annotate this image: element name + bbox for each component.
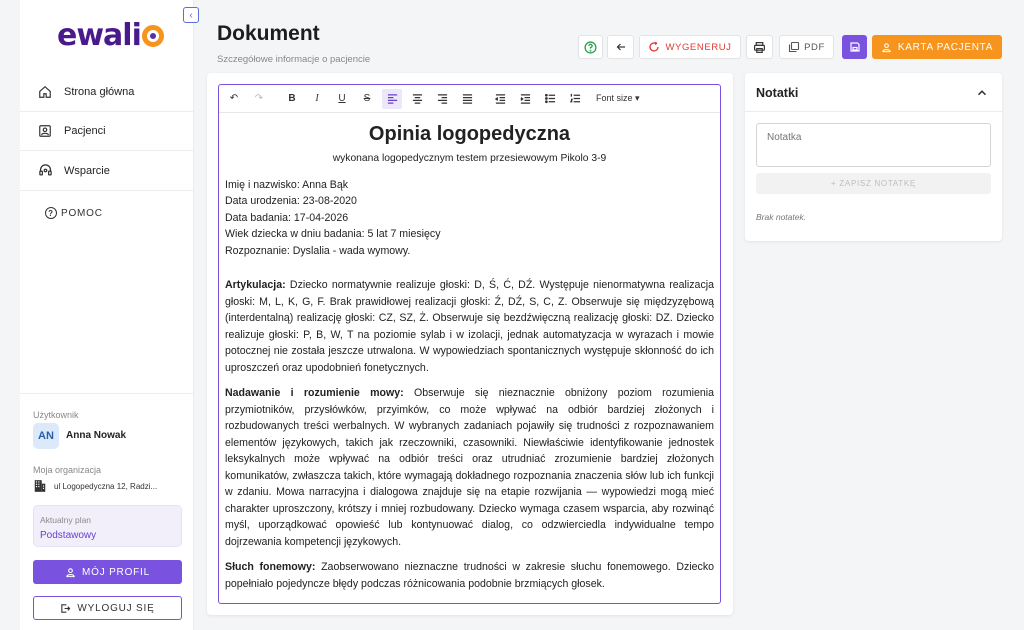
collapse-sidebar-button[interactable]	[183, 7, 199, 23]
person-icon	[65, 567, 76, 578]
meta-line: Rozpoznanie: Dyslalia - wada wymowy.	[225, 244, 411, 257]
patient-card-button[interactable]	[872, 35, 1002, 59]
indent-icon[interactable]	[515, 89, 535, 109]
my-profile-button[interactable]	[33, 560, 182, 584]
brand-logo[interactable]: ewali	[57, 18, 164, 53]
patient-card-label: KARTA PACJENTA	[897, 41, 994, 53]
strikethrough-icon[interactable]: S	[363, 93, 371, 104]
italic-icon[interactable]: I	[315, 93, 319, 104]
help-label: POMOC	[61, 207, 103, 219]
refresh-icon	[648, 41, 660, 53]
empty-notes-text: Brak notatek.	[756, 212, 807, 222]
home-icon	[37, 84, 53, 100]
help-icon: ?	[45, 207, 57, 219]
save-button[interactable]	[842, 35, 867, 59]
meta-line: Imię i nazwisko: Anna Bąk	[225, 178, 349, 191]
floppy-icon	[849, 41, 861, 53]
person-icon	[881, 42, 892, 53]
logout-label: WYLOGUJ SIĘ	[77, 602, 155, 614]
section-title: Nadawanie i rozumienie mowy:	[225, 387, 404, 400]
save-note-button[interactable]: + ZAPISZ NOTATKĘ	[756, 173, 991, 194]
notes-title: Notatki	[756, 86, 799, 100]
org-section-label: Moja organizacja	[33, 465, 102, 475]
sidebar	[20, 0, 194, 630]
editor-toolbar	[219, 85, 720, 113]
logout-icon	[60, 603, 71, 614]
regenerate-button[interactable]	[639, 35, 741, 59]
pdf-label: PDF	[804, 41, 825, 53]
align-right-icon[interactable]	[432, 89, 452, 109]
section-articulation	[225, 277, 714, 376]
pdf-icon	[788, 41, 800, 53]
help-circle-icon	[584, 41, 597, 54]
align-justify-icon[interactable]	[457, 89, 477, 109]
note-input[interactable]	[756, 123, 991, 167]
editor-content[interactable]	[219, 113, 720, 592]
support-icon	[37, 163, 53, 179]
divider	[745, 111, 1002, 112]
numbered-list-icon[interactable]	[565, 89, 585, 109]
sidebar-item-home[interactable]	[20, 72, 194, 112]
align-left-icon[interactable]	[382, 89, 402, 109]
print-button[interactable]	[746, 35, 773, 59]
chevron-up-icon[interactable]	[975, 86, 989, 100]
user-name: Anna Nowak	[66, 430, 127, 441]
notes-panel	[745, 73, 1002, 241]
plan-value: Podstawowy	[40, 530, 97, 541]
page-title: Dokument	[217, 22, 320, 45]
bullet-list-icon[interactable]	[540, 89, 560, 109]
arrow-left-icon	[615, 41, 627, 53]
pdf-button[interactable]	[779, 35, 834, 59]
divider	[20, 393, 194, 394]
section-hearing	[225, 559, 714, 592]
building-icon	[33, 479, 47, 493]
section-text: Dziecko normatywnie realizuje głoski: D, Ś, Ć, DŹ. Występuje nienormatywna realizacja głoski: M, L, K, G, F. Brak prawidłowej realizacji głoski: Ź, DŹ, S, C, Z. Obserwuje się międzyzębową (interdentalną) realizację głoski: CZ, SZ, Ż. Obserwuje się bezdźwięczną realizację głoski: DZ. Dziecko realizuje głoski: P, B, W, T na poziomie sylab i w izolacji, jednak automatyzacja w wyrazach i mowie potocznej nie została jeszcze utrwalona. W wypowiedziach spontanicznych występuje skłonność do ich uproszczeń oraz upodobnień fonetycznych.	[225, 279, 714, 374]
font-size-label: Font size	[596, 93, 633, 103]
section-title: Słuch fonemowy:	[225, 561, 316, 574]
user-section-label: Użytkownik	[33, 410, 79, 420]
meta-line: Data urodzenia: 23-08-2020	[225, 195, 357, 208]
my-profile-label: MÓJ PROFIL	[81, 566, 150, 578]
plan-box	[33, 505, 182, 547]
sidebar-item-patients[interactable]	[20, 111, 194, 151]
bold-icon[interactable]: B	[288, 93, 296, 104]
help-button[interactable]	[578, 35, 603, 59]
help-link[interactable]	[45, 207, 103, 219]
document-heading: Opinia logopedyczna	[368, 123, 571, 145]
back-button[interactable]	[607, 35, 634, 59]
rich-text-editor[interactable]	[218, 84, 721, 604]
org-row	[33, 479, 157, 493]
sidebar-item-support[interactable]	[20, 151, 194, 191]
meta-line: Wiek dziecka w dniu badania: 5 lat 7 miesięcy	[225, 228, 441, 241]
align-center-icon[interactable]	[407, 89, 427, 109]
underline-icon[interactable]: U	[338, 93, 346, 104]
section-speech	[225, 385, 714, 550]
section-title: Artykulacja:	[225, 279, 286, 292]
page-subtitle: Szczegółowe informacje o pacjencie	[217, 54, 371, 65]
font-size-dropdown[interactable]	[596, 93, 640, 104]
undo-icon[interactable]: ↶	[229, 93, 239, 104]
section-text: Obserwuje się nieznacznie obniżony poziom rozumienia przymiotników, przysłówków, przyimków, co może wpływać na odbiór bardziej złożonych i rozbudowanych treści werbalnych. W wybranych zadaniach pojawiły się trudności z rozpoznawaniem elementów językowych, takich jak rzeczowniki, czasowniki. Niewłaściwie identyfikowanie jednostek leksykalnych może wpływać na odbiór treści oraz utrudniać zrozumienie bardziej złożonych komunikatów, zwłaszcza takich, które wymagają dokładnego rozpoznania znaczenia słów lub ich funkcji w zdaniu. Mowa narracyjna i dialogowa znajduje się na etapie rozwijania — wypowiedzi mogą mieć charakter uproszczony, krótszy i mniej rozbudowany. Dziecko wymaga czasem wsparcia, aby rozwinąć myśl, uporządkować opowieść lub kontynuować dialog, co odzwierciedla indywidualne tempo dojrzewania kompetencji językowych.	[225, 387, 714, 548]
redo-icon[interactable]: ↷	[254, 93, 264, 104]
sidebar-item-label: Wsparcie	[64, 164, 110, 177]
meta-line: Data badania: 17-04-2026	[225, 211, 349, 224]
sidebar-item-label: Strona główna	[64, 85, 135, 98]
sidebar-item-label: Pacjenci	[64, 124, 106, 137]
caret-down-icon: ▾	[635, 93, 640, 103]
chevron-left-icon: ‹	[189, 9, 193, 21]
patients-icon	[37, 123, 53, 139]
document-subheading: wykonana logopedycznym testem przesiewowym Pikolo 3-9	[332, 153, 607, 164]
regenerate-label: WYGENERUJ	[665, 41, 732, 53]
logo-mark-icon	[142, 25, 164, 47]
plan-label: Aktualny plan	[40, 515, 92, 525]
avatar: AN	[33, 423, 59, 449]
printer-icon	[753, 41, 766, 54]
org-address: ul Logopedyczna 12, Radzi...	[54, 481, 158, 491]
section-text: Zaobserwowano nieznaczne trudności w zakresie słuchu fonemowego. Dziecko popełniało pojedyncze błędy podczas różnicowania podobnie brzmiących głosek.	[225, 561, 715, 590]
logout-button[interactable]	[33, 596, 182, 620]
outdent-icon[interactable]	[490, 89, 510, 109]
